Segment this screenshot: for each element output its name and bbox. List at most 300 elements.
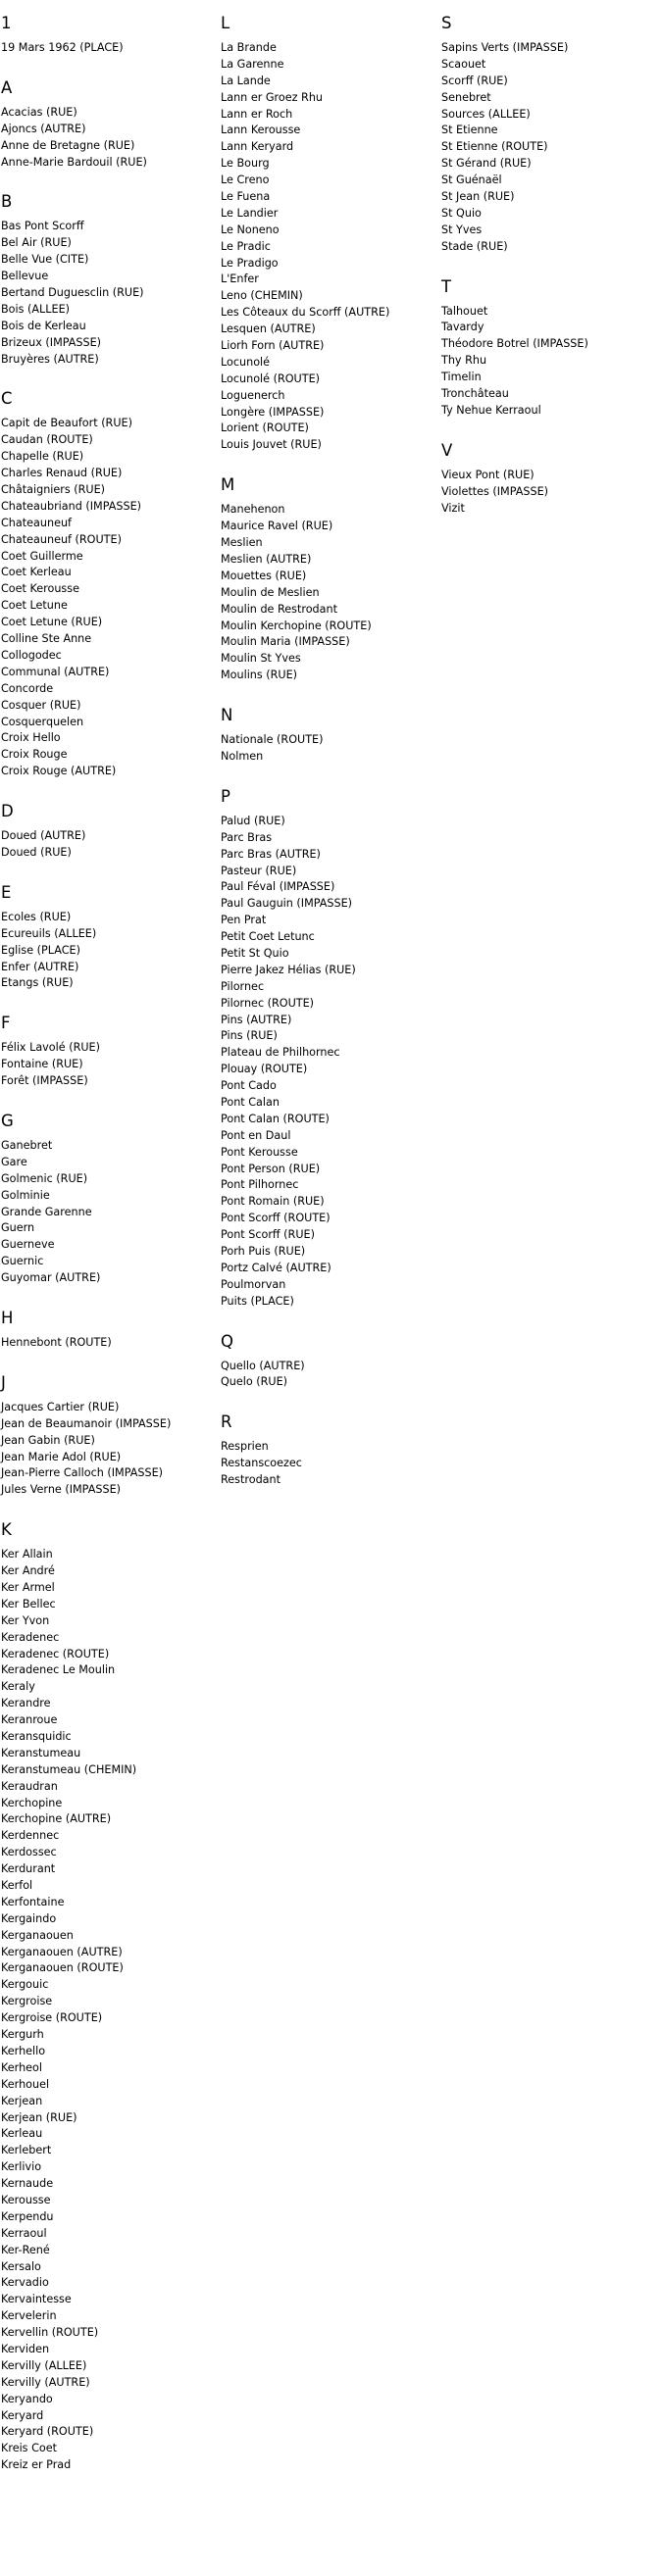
- street-link[interactable]: Pen Prat: [221, 914, 267, 927]
- street-link[interactable]: Bertand Duguesclin (RUE): [1, 286, 144, 300]
- street-link[interactable]: St Guénaël: [441, 173, 502, 187]
- street-link[interactable]: Lann er Groez Rhu: [221, 90, 323, 104]
- street-link[interactable]: Croix Rouge: [1, 748, 68, 762]
- street-link[interactable]: Moulin St Yves: [221, 652, 301, 666]
- street-list-item: [221, 864, 441, 880]
- street-link[interactable]: Keryard (ROUTE): [1, 2425, 94, 2439]
- street-link[interactable]: Moulin de Meslien: [221, 585, 320, 599]
- street-link[interactable]: Forêt (IMPASSE): [1, 1074, 88, 1088]
- street-link[interactable]: Ker André: [1, 1564, 55, 1578]
- street-link[interactable]: Sources (ALLEE): [441, 107, 531, 121]
- street-link[interactable]: Kreiz er Prad: [1, 2458, 72, 2472]
- street-link[interactable]: Bois (ALLEE): [1, 302, 70, 316]
- street-list-item: [1, 1270, 221, 1287]
- street-link[interactable]: Scorff (RUE): [441, 74, 508, 87]
- street-link[interactable]: Le Creno: [221, 173, 270, 187]
- street-link[interactable]: Locunolé: [221, 355, 271, 369]
- street-link[interactable]: Violettes (IMPASSE): [441, 484, 549, 498]
- street-list-item: [1, 105, 221, 122]
- street-list-item: [1, 1580, 221, 1597]
- street-link[interactable]: Loguenerch: [221, 388, 285, 402]
- street-link[interactable]: Fontaine (RUE): [1, 1058, 83, 1071]
- street-link[interactable]: Petit Coet Letunc: [221, 930, 315, 944]
- letter-group-d: [1, 802, 221, 862]
- street-list-item: [1, 715, 221, 731]
- street-list-item: [221, 668, 441, 684]
- street-link[interactable]: Pont Cado: [221, 1079, 277, 1093]
- street-link[interactable]: Sapins Verts (IMPASSE): [441, 41, 569, 54]
- street-link[interactable]: Le Bourg: [221, 157, 270, 171]
- street-link[interactable]: Kerhello: [1, 2044, 46, 2057]
- street-link[interactable]: Jean Gabin (RUE): [1, 1433, 95, 1447]
- street-link[interactable]: Bruyères (AUTRE): [1, 352, 99, 366]
- street-link[interactable]: Pins (AUTRE): [221, 1013, 292, 1026]
- street-link[interactable]: Bois de Kerleau: [1, 319, 86, 332]
- street-link[interactable]: Talhouet: [441, 304, 488, 318]
- street-link[interactable]: Belle Vue (CITE): [1, 253, 89, 267]
- street-link[interactable]: Kervelerin: [1, 2309, 57, 2323]
- street-link[interactable]: L'Enfer: [221, 272, 259, 286]
- street-link[interactable]: Ganebret: [1, 1138, 53, 1152]
- letter-heading: S: [441, 14, 452, 32]
- street-link[interactable]: St Yves: [441, 223, 483, 236]
- street-link[interactable]: Acacias (RUE): [1, 105, 77, 119]
- street-link[interactable]: Moulin Maria (IMPASSE): [221, 635, 350, 649]
- street-list-item: [1, 1547, 221, 1563]
- street-link[interactable]: Resprien: [221, 1440, 269, 1454]
- letter-group-p: [221, 787, 441, 1311]
- street-link[interactable]: Kerandre: [1, 1697, 51, 1710]
- street-link[interactable]: Keranroue: [1, 1713, 58, 1727]
- street-link[interactable]: Kervilly (ALLEE): [1, 2358, 87, 2372]
- street-list-item: [221, 1062, 441, 1078]
- street-list-item: [1, 581, 221, 598]
- street-link[interactable]: Paul Gauguin (IMPASSE): [221, 897, 353, 911]
- street-link[interactable]: Parc Bras (AUTRE): [221, 847, 321, 861]
- street-link[interactable]: Portz Calvé (AUTRE): [221, 1261, 331, 1274]
- street-link[interactable]: Pont Kerousse: [221, 1145, 298, 1159]
- street-list-item: [441, 403, 662, 420]
- street-link[interactable]: Locunolé (ROUTE): [221, 372, 321, 385]
- street-link[interactable]: Coet Guillerme: [1, 549, 83, 563]
- street-link[interactable]: Ker-René: [1, 2243, 50, 2256]
- street-link[interactable]: Ker Allain: [1, 1548, 53, 1561]
- street-list-item: [1, 516, 221, 532]
- street-link[interactable]: Chapelle (RUE): [1, 450, 84, 464]
- street-link[interactable]: Plateau de Philhornec: [221, 1046, 340, 1060]
- street-list-item: [441, 156, 662, 173]
- street-link[interactable]: Kerjean: [1, 2094, 43, 2107]
- street-link[interactable]: Pont Person (RUE): [221, 1162, 321, 1175]
- street-link[interactable]: Golmenic (RUE): [1, 1171, 88, 1185]
- street-link[interactable]: Lann er Roch: [221, 107, 293, 121]
- street-list-item: [221, 1211, 441, 1227]
- street-link[interactable]: Brizeux (IMPASSE): [1, 335, 102, 349]
- street-link[interactable]: Lorient (ROUTE): [221, 421, 309, 435]
- street-list: [441, 468, 662, 518]
- street-list-item: [221, 1128, 441, 1145]
- street-list-item: [441, 370, 662, 386]
- street-list-item: [1, 1729, 221, 1746]
- street-link[interactable]: Kerpendu: [1, 2209, 54, 2223]
- street-link[interactable]: Keransquidic: [1, 1730, 72, 1744]
- street-link[interactable]: Doued (RUE): [1, 845, 72, 859]
- street-link[interactable]: Pilornec: [221, 979, 265, 993]
- street-link[interactable]: Meslien: [221, 536, 263, 550]
- street-list-item: [1, 1712, 221, 1729]
- street-link[interactable]: Ker Yvon: [1, 1613, 50, 1627]
- street-link[interactable]: Paul Féval (IMPASSE): [221, 880, 335, 894]
- street-link[interactable]: Jacques Cartier (RUE): [1, 1400, 120, 1413]
- street-link[interactable]: Cosquer (RUE): [1, 698, 81, 712]
- street-list-item: [221, 552, 441, 569]
- street-link[interactable]: Croix Rouge (AUTRE): [1, 765, 117, 778]
- street-link[interactable]: Liorh Forn (AUTRE): [221, 339, 325, 353]
- street-link[interactable]: Quelo (RUE): [221, 1375, 288, 1389]
- street-link[interactable]: Keradenec Le Moulin: [1, 1663, 116, 1677]
- street-link[interactable]: Maurice Ravel (RUE): [221, 520, 333, 533]
- street-link[interactable]: Pasteur (RUE): [221, 864, 297, 877]
- street-list-item: [221, 979, 441, 996]
- street-link[interactable]: Eglise (PLACE): [1, 943, 80, 957]
- street-list-item: [441, 74, 662, 90]
- street-list: [1, 40, 221, 57]
- street-link[interactable]: St Quio: [441, 206, 482, 220]
- street-link[interactable]: Pont Calan (ROUTE): [221, 1112, 330, 1125]
- street-link[interactable]: Kernaude: [1, 2177, 54, 2191]
- street-link[interactable]: Le Pradigo: [221, 256, 279, 270]
- street-link[interactable]: La Garenne: [221, 57, 284, 71]
- street-link[interactable]: Pont Romain (RUE): [221, 1195, 325, 1209]
- street-link[interactable]: Ecureuils (ALLEE): [1, 926, 97, 940]
- street-list-item: [221, 585, 441, 602]
- street-list-item: [1, 252, 221, 269]
- street-link[interactable]: La Lande: [221, 74, 271, 87]
- street-link[interactable]: St Etienne: [441, 124, 498, 137]
- street-link[interactable]: Kerdossec: [1, 1846, 57, 1859]
- street-link[interactable]: Kerganaouen: [1, 1928, 74, 1942]
- street-list-item: [221, 929, 441, 946]
- street-link[interactable]: Parc Bras: [221, 830, 273, 844]
- street-link[interactable]: Bel Air (RUE): [1, 236, 72, 250]
- street-link[interactable]: Kersalo: [1, 2259, 41, 2273]
- street-link[interactable]: Keranstumeau: [1, 1746, 81, 1759]
- street-list-item: [221, 1277, 441, 1294]
- letter-group-g: [1, 1112, 221, 1287]
- street-list-item: [441, 484, 662, 501]
- street-list-item: [1, 352, 221, 369]
- street-link[interactable]: Hennebont (ROUTE): [1, 1335, 112, 1349]
- street-link[interactable]: Guern: [1, 1221, 35, 1235]
- street-list-item: [1, 1960, 221, 1977]
- street-link[interactable]: Tavardy: [441, 321, 484, 334]
- street-link[interactable]: Pilornec (ROUTE): [221, 996, 315, 1010]
- street-link[interactable]: Golminie: [1, 1188, 50, 1202]
- street-list-item: [1, 2110, 221, 2127]
- street-link[interactable]: Puits (PLACE): [221, 1294, 294, 1308]
- street-link[interactable]: Grande Garenne: [1, 1205, 92, 1218]
- street-link[interactable]: Capit de Beaufort (RUE): [1, 417, 132, 430]
- street-link[interactable]: Croix Hello: [1, 731, 61, 745]
- letter-group-s: [441, 14, 662, 256]
- street-link[interactable]: Guerneve: [1, 1238, 55, 1252]
- street-link[interactable]: Kerchopine: [1, 1796, 63, 1809]
- street-link[interactable]: Jean Marie Adol (RUE): [1, 1450, 122, 1463]
- street-link[interactable]: Bellevue: [1, 270, 49, 283]
- street-link[interactable]: Kerdurant: [1, 1862, 56, 1876]
- street-link[interactable]: Pont Calan: [221, 1095, 280, 1109]
- street-list-item: [1, 943, 221, 960]
- street-list: [1, 219, 221, 368]
- street-list-item: [221, 1045, 441, 1062]
- street-list-item: [1, 747, 221, 764]
- street-list-item: [1, 138, 221, 155]
- street-list-item: [1, 2010, 221, 2027]
- street-link[interactable]: Kerraoul: [1, 2226, 47, 2240]
- street-link[interactable]: Kerganaouen (AUTRE): [1, 1945, 123, 1958]
- street-link[interactable]: Ajoncs (AUTRE): [1, 122, 86, 135]
- street-link[interactable]: Kerleau: [1, 2127, 43, 2141]
- street-link[interactable]: Pont Scorff (ROUTE): [221, 1212, 331, 1225]
- street-link[interactable]: Tronchâteau: [441, 387, 509, 401]
- street-list-item: [1, 1563, 221, 1580]
- street-link[interactable]: St Etienne (ROUTE): [441, 140, 548, 154]
- street-list-item: [1, 1696, 221, 1712]
- street-link[interactable]: Collogodec: [1, 648, 62, 662]
- street-list-item: [1, 2060, 221, 2077]
- street-link[interactable]: Vizit: [441, 501, 465, 515]
- street-list-item: [221, 1359, 441, 1375]
- street-link[interactable]: Palud (RUE): [221, 814, 285, 827]
- street-link[interactable]: Colline Ste Anne: [1, 632, 92, 646]
- index-column-1: [0, 0, 221, 2496]
- street-link[interactable]: Kerlebert: [1, 2144, 52, 2157]
- street-link[interactable]: Ker Armel: [1, 1581, 55, 1594]
- street-list-item: [441, 189, 662, 206]
- street-link[interactable]: Kergouic: [1, 1978, 49, 1992]
- street-list-item: [1, 532, 221, 549]
- street-link[interactable]: Pierre Jakez Hélias (RUE): [221, 963, 356, 976]
- street-list-item: [1, 1662, 221, 1679]
- street-list: [221, 502, 441, 684]
- street-link[interactable]: Poulmorvan: [221, 1277, 286, 1291]
- street-link[interactable]: Anne de Bretagne (RUE): [1, 138, 135, 152]
- street-link[interactable]: Mouettes (RUE): [221, 569, 307, 582]
- street-link[interactable]: Pont Scorff (RUE): [221, 1228, 315, 1242]
- street-list-item: [221, 107, 441, 124]
- street-link[interactable]: Kerchopine (AUTRE): [1, 1812, 112, 1826]
- street-list-item: [1, 1945, 221, 1961]
- street-link[interactable]: Ecoles (RUE): [1, 910, 72, 923]
- street-link[interactable]: Kerganaouen (ROUTE): [1, 1961, 124, 1975]
- street-link[interactable]: Kerheol: [1, 2060, 42, 2074]
- street-list-item: [1, 449, 221, 466]
- street-link[interactable]: Moulins (RUE): [221, 669, 298, 682]
- street-link[interactable]: Jean-Pierre Calloch (IMPASSE): [1, 1466, 164, 1480]
- street-link[interactable]: Chateauneuf (ROUTE): [1, 532, 122, 546]
- street-link[interactable]: Coet Letune (RUE): [1, 616, 103, 629]
- street-link[interactable]: Coet Kerousse: [1, 582, 79, 596]
- street-list-item: [1, 335, 221, 352]
- street-link[interactable]: Kerhouel: [1, 2077, 50, 2091]
- street-list-item: [1, 975, 221, 992]
- street-link[interactable]: Plouay (ROUTE): [221, 1063, 308, 1076]
- street-link[interactable]: Coet Kerleau: [1, 566, 72, 579]
- street-link[interactable]: Charles Renaud (RUE): [1, 467, 123, 480]
- street-link[interactable]: Guernic: [1, 1255, 44, 1268]
- street-link[interactable]: Kervaintesse: [1, 2293, 72, 2306]
- street-list-item: [221, 74, 441, 90]
- street-link[interactable]: Louis Jouvet (RUE): [221, 438, 322, 452]
- street-link[interactable]: Le Noneno: [221, 223, 280, 236]
- street-link[interactable]: Cosquerquelen: [1, 715, 84, 728]
- street-link[interactable]: Kerfontaine: [1, 1895, 65, 1908]
- street-list-item: [441, 304, 662, 321]
- street-list-item: [1, 1828, 221, 1845]
- street-link[interactable]: Lesquen (AUTRE): [221, 322, 316, 336]
- street-link[interactable]: Kreis Coet: [1, 2442, 57, 2455]
- street-link[interactable]: La Brande: [221, 41, 277, 54]
- street-link[interactable]: Pont Pilhornec: [221, 1178, 299, 1192]
- street-link[interactable]: Nolmen: [221, 749, 264, 763]
- street-link[interactable]: Longère (IMPASSE): [221, 405, 325, 419]
- street-list-item: [1, 2375, 221, 2392]
- street-list-item: [441, 40, 662, 57]
- street-link[interactable]: Moulin de Restrodant: [221, 602, 337, 616]
- street-link[interactable]: Kerviden: [1, 2342, 50, 2355]
- street-list: [441, 304, 662, 420]
- street-link[interactable]: Pont en Daul: [221, 1128, 291, 1142]
- street-link[interactable]: Kergaindo: [1, 1911, 57, 1925]
- letter-group-r: [221, 1412, 441, 1489]
- street-link[interactable]: Ty Nehue Kerraoul: [441, 403, 541, 417]
- index-column-3: [441, 0, 662, 2496]
- letter-heading: M: [221, 475, 235, 495]
- street-link[interactable]: Moulin Kerchopine (ROUTE): [221, 619, 372, 632]
- street-link[interactable]: Keradenec (ROUTE): [1, 1647, 110, 1660]
- street-link[interactable]: Keradenec: [1, 1630, 60, 1644]
- street-list-item: [221, 732, 441, 749]
- street-list-item: [1, 1171, 221, 1188]
- street-link[interactable]: Keraly: [1, 1680, 35, 1694]
- street-link[interactable]: Leno (CHEMIN): [221, 289, 303, 303]
- street-link[interactable]: Kergroise: [1, 1995, 53, 2008]
- street-list-item: [1, 2275, 221, 2292]
- street-list-item: [441, 320, 662, 336]
- street-list-item: [1, 1220, 221, 1237]
- street-link[interactable]: Kervadio: [1, 2276, 49, 2290]
- street-link[interactable]: Le Fuena: [221, 190, 271, 204]
- street-link[interactable]: Manehenon: [221, 503, 285, 517]
- street-link[interactable]: Kervellin (ROUTE): [1, 2326, 99, 2340]
- street-link[interactable]: Félix Lavolé (RUE): [1, 1041, 100, 1055]
- street-link[interactable]: Nationale (ROUTE): [221, 733, 324, 747]
- street-link[interactable]: Kerfol: [1, 1879, 33, 1893]
- street-link[interactable]: Jules Verne (IMPASSE): [1, 1483, 122, 1497]
- letter-heading: R: [221, 1412, 232, 1432]
- street-link[interactable]: Thy Rhu: [441, 354, 487, 368]
- street-link[interactable]: Lann Keryard: [221, 140, 294, 154]
- street-link[interactable]: Keraudran: [1, 1779, 58, 1793]
- street-link[interactable]: Keryard: [1, 2408, 44, 2422]
- street-link[interactable]: Scaouet: [441, 57, 486, 71]
- street-link[interactable]: Kervilly (AUTRE): [1, 2375, 90, 2389]
- street-link[interactable]: Concorde: [1, 681, 54, 695]
- street-link[interactable]: Kergurh: [1, 2028, 44, 2042]
- street-list-item: [221, 1145, 441, 1162]
- letter-heading: B: [1, 192, 13, 212]
- street-link[interactable]: Pins (RUE): [221, 1029, 278, 1043]
- street-link[interactable]: Théodore Botrel (IMPASSE): [441, 337, 588, 351]
- street-list-item: [1, 1613, 221, 1630]
- street-list-item: [1, 926, 221, 943]
- street-list-item: [1, 1861, 221, 1878]
- letter-group-b: [1, 192, 221, 368]
- street-list-item: [1, 122, 221, 138]
- street-list-item: [1, 2176, 221, 2193]
- street-link[interactable]: Kerlivio: [1, 2160, 42, 2174]
- street-list-item: [221, 602, 441, 619]
- street-link[interactable]: Etangs (RUE): [1, 976, 74, 990]
- street-link[interactable]: Chateaubriand (IMPASSE): [1, 499, 142, 513]
- street-link[interactable]: Anne-Marie Bardouil (RUE): [1, 155, 147, 169]
- street-link[interactable]: Le Landier: [221, 206, 279, 220]
- street-link[interactable]: Keranstumeau (CHEMIN): [1, 1762, 137, 1776]
- street-link[interactable]: Keryando: [1, 2392, 53, 2405]
- street-link[interactable]: Guyomar (AUTRE): [1, 1271, 101, 1285]
- street-link[interactable]: Chateauneuf: [1, 516, 72, 529]
- street-link[interactable]: Senebret: [441, 90, 491, 104]
- letter-group-n: [221, 706, 441, 766]
- street-link[interactable]: Bas Pont Scorff: [1, 220, 84, 233]
- street-list-item: [1, 764, 221, 780]
- street-link[interactable]: Meslien (AUTRE): [221, 552, 312, 566]
- street-link[interactable]: Restanscoezec: [221, 1457, 302, 1470]
- street-list-item: [1, 2226, 221, 2243]
- street-link[interactable]: Kerdennec: [1, 1829, 60, 1843]
- street-link[interactable]: Restrodant: [221, 1473, 281, 1487]
- street-link[interactable]: Doued (AUTRE): [1, 829, 86, 843]
- street-link[interactable]: Kerousse: [1, 2193, 51, 2206]
- street-link[interactable]: Porh Puis (RUE): [221, 1245, 306, 1258]
- street-link[interactable]: Timelin: [441, 371, 482, 384]
- street-link[interactable]: Le Pradic: [221, 239, 271, 253]
- street-link[interactable]: Châtaigniers (RUE): [1, 483, 106, 497]
- street-link[interactable]: Kergroise (ROUTE): [1, 2011, 103, 2025]
- street-link[interactable]: Vieux Pont (RUE): [441, 468, 535, 481]
- street-list-item: [1, 1335, 221, 1352]
- street-link[interactable]: Petit St Quio: [221, 946, 289, 960]
- letter-group-l: [221, 14, 441, 454]
- street-link[interactable]: Enfer (AUTRE): [1, 960, 79, 973]
- street-link[interactable]: Kerjean (RUE): [1, 2110, 77, 2124]
- street-link[interactable]: Jean de Beaumanoir (IMPASSE): [1, 1416, 172, 1430]
- street-link[interactable]: Lann Kerousse: [221, 124, 301, 137]
- street-link[interactable]: St Gérand (RUE): [441, 157, 532, 171]
- street-link[interactable]: Ker Bellec: [1, 1597, 56, 1610]
- street-list-item: [221, 1028, 441, 1045]
- street-link[interactable]: St Jean (RUE): [441, 190, 515, 204]
- street-link[interactable]: Caudan (ROUTE): [1, 433, 93, 447]
- street-link[interactable]: Stade (RUE): [441, 239, 508, 253]
- street-link[interactable]: Communal (AUTRE): [1, 665, 110, 678]
- street-link[interactable]: Les Côteaux du Scorff (AUTRE): [221, 306, 390, 320]
- street-link[interactable]: 19 Mars 1962 (PLACE): [1, 41, 124, 54]
- street-link[interactable]: Coet Letune: [1, 599, 68, 613]
- street-link[interactable]: Gare: [1, 1155, 27, 1168]
- street-list-item: [1, 910, 221, 926]
- street-link[interactable]: Quello (AUTRE): [221, 1359, 305, 1372]
